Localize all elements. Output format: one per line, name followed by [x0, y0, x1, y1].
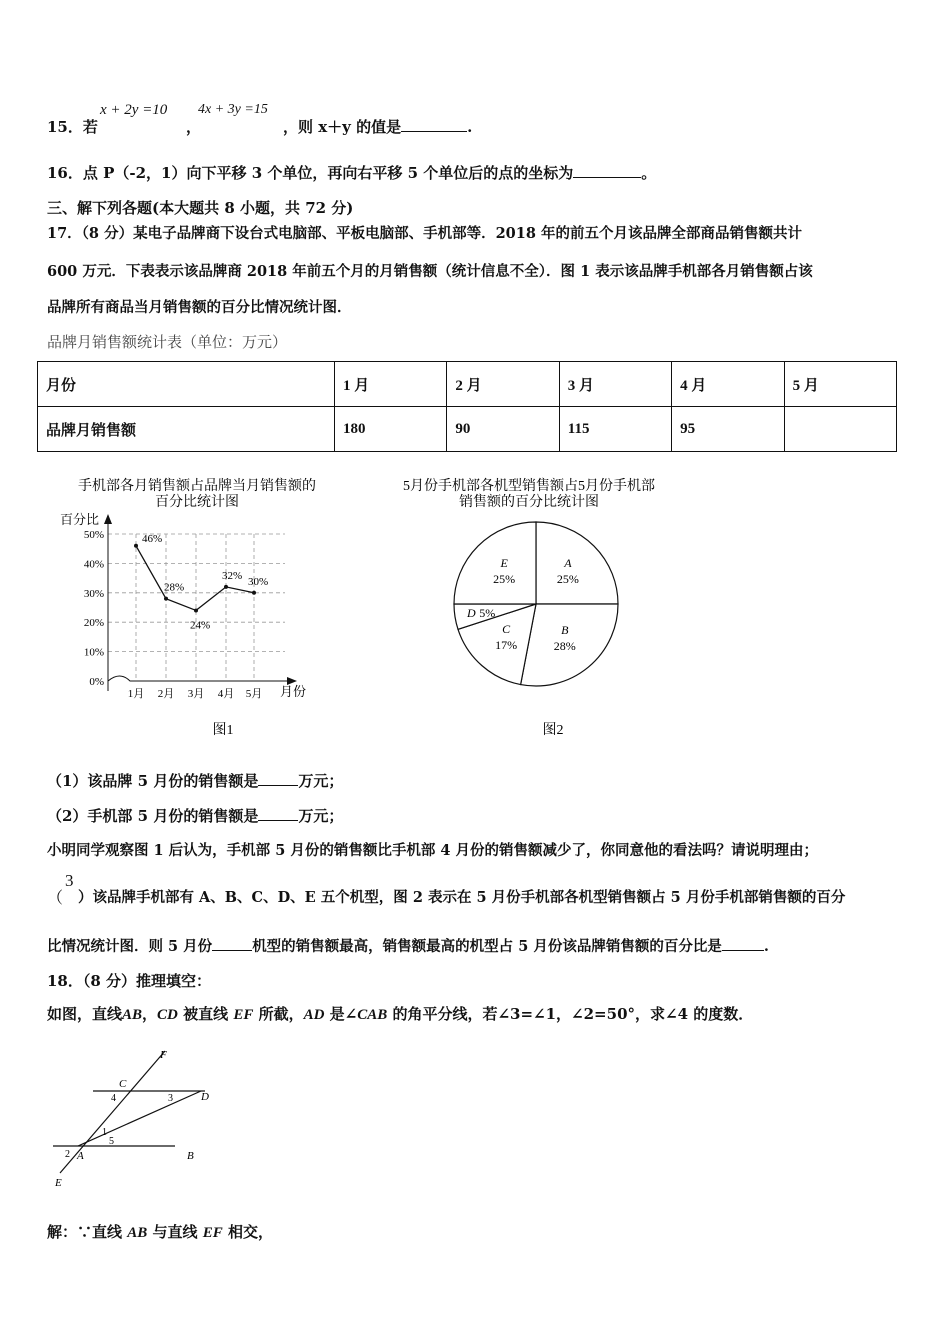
table-cell — [784, 407, 896, 452]
q18-ad: AD — [303, 1007, 325, 1023]
chart2-title-line-2: 销售额的百分比统计图 — [459, 495, 599, 510]
slice-percent: 25% — [556, 572, 579, 587]
table-cell: 90 — [447, 407, 559, 452]
q18-statement — [47, 1003, 753, 1024]
label-c: C — [119, 1078, 127, 1090]
table-caption: 品牌月销售额统计表（单位：万元） — [47, 333, 288, 351]
label-b: B — [187, 1150, 194, 1162]
table-cell: 115 — [559, 407, 671, 452]
table-cell: 180 — [335, 407, 447, 452]
chart1-title-line-1: 手机部各月销售额占品牌当月销售额的 — [78, 479, 316, 494]
table-cell: 3 月 — [559, 362, 671, 407]
q18-cd: CD — [157, 1007, 178, 1023]
q16-answer-blank[interactable] — [573, 177, 641, 178]
label-a: A — [77, 1150, 84, 1162]
slice-percent: 17% — [495, 637, 518, 652]
slice-label: D — [466, 605, 476, 620]
slice-label: C — [502, 621, 511, 636]
sales-table — [37, 361, 897, 452]
chart1-caption: 图1 — [212, 723, 234, 738]
table-cell: 2 月 — [447, 362, 559, 407]
y-tick-label: 50% — [83, 529, 104, 541]
q15-equation-1: x + 2y =10 — [100, 102, 168, 118]
q18-text: ， — [142, 1005, 158, 1023]
data-point — [194, 608, 198, 612]
solution-text: 与直线 — [147, 1223, 203, 1241]
data-point — [252, 591, 256, 595]
sub3-text-b: 机型的销售额最高，销售额最高的机型占 5 月份该品牌销售额的百分比是 — [252, 938, 722, 955]
sub2-text: （2）手机部 5 月份的销售额是 — [47, 807, 259, 825]
q18-text: 是∠ — [324, 1005, 358, 1023]
angle-3-label: 3 — [168, 1093, 173, 1104]
slice-label: E — [500, 556, 508, 571]
sub3-line-2 — [47, 935, 769, 956]
q18-text: 如图，直线 — [47, 1005, 123, 1023]
y-tick-label: 0% — [89, 676, 104, 688]
q16-line — [47, 162, 656, 183]
slice-percent: 5% — [479, 605, 496, 620]
data-label: 32% — [222, 569, 243, 582]
table-cell: 月份 — [38, 362, 335, 407]
section-heading: 三、解下列各题(本大题共 8 小题，共 72 分) — [47, 199, 354, 217]
sub1-unit: 万元； — [298, 772, 344, 790]
table-cell: 5 月 — [784, 362, 896, 407]
data-label: 30% — [248, 575, 269, 588]
q16-text: 16．点 P（-2，1）向下平移 3 个单位，再向右平移 5 个单位后的点的坐标为 — [47, 164, 574, 182]
sub1-text: （1）该品牌 5 月份的销售额是 — [47, 772, 259, 790]
q15-answer-blank[interactable] — [401, 131, 467, 132]
data-label: 24% — [190, 619, 211, 632]
y-tick-label: 30% — [83, 587, 104, 600]
slice-label: B — [561, 622, 569, 637]
sub3-number: 3 — [65, 871, 74, 890]
solution-start — [47, 1221, 273, 1242]
data-point — [134, 544, 138, 548]
sub3-end: . — [763, 938, 769, 955]
solution-text: 解：∵直线 — [47, 1223, 128, 1241]
x-tick-label: 3月 — [187, 688, 205, 700]
q15-tail — [283, 116, 472, 137]
data-label: 46% — [142, 532, 163, 545]
data-point — [164, 597, 168, 601]
solution-ab: AB — [127, 1225, 148, 1241]
q18-ab: AB — [122, 1007, 143, 1023]
label-f: F — [160, 1049, 167, 1061]
q17-line-2: 600 万元．下表表示该品牌商 2018 年前五个月的月销售额（统计信息不全）．图 1 表示该品牌手机部各月销售额占该 — [47, 263, 813, 280]
q18-text: 被直线 — [177, 1005, 234, 1023]
x-tick-label: 2月 — [157, 688, 175, 700]
angle-2-label: 2 — [65, 1149, 70, 1160]
chart1-x-axis-label: 月份 — [280, 684, 307, 699]
q15-separator: ， — [186, 118, 202, 136]
q18-cab: CAB — [357, 1007, 388, 1023]
slice-percent: 28% — [553, 638, 576, 653]
q18-text: 的角平分线，若∠3=∠1，∠2=50°，求∠4 的度数． — [387, 1005, 754, 1023]
q15-equation-2: 4x + 3y =15 — [198, 102, 268, 117]
y-tick-label: 40% — [83, 558, 104, 571]
slice-percent: 25% — [493, 572, 516, 587]
sub2-unit: 万元； — [298, 807, 344, 825]
sub3-answer-blank-1[interactable] — [212, 950, 252, 951]
line-ef — [60, 1051, 165, 1173]
sub-question-2 — [47, 805, 343, 826]
x-tick-label: 4月 — [217, 688, 235, 700]
x-tick-label: 5月 — [245, 688, 263, 700]
chart2-caption: 图2 — [542, 723, 564, 738]
angle-4-label: 4 — [111, 1093, 116, 1104]
slice-label: A — [564, 556, 572, 571]
solution-ef: EF — [202, 1225, 223, 1241]
y-tick-label: 10% — [83, 646, 104, 659]
chart1-y-axis-label: 百分比 — [60, 512, 100, 527]
q18-text: 所截， — [253, 1005, 304, 1023]
sub-question-1 — [47, 770, 343, 791]
q17-line-1: 17．（8 分）某电子品牌商下设台式电脑部、平板电脑部、手机部等．2018 年的前五个月该品牌全部商品销售额共计 — [47, 225, 802, 242]
q15-question-text: ，则 x＋y 的值是 — [283, 118, 402, 136]
geometry-figure — [45, 1045, 220, 1195]
sub3-line-1: ）该品牌手机部有 A、B、C、D、E 五个机型，图 2 表示在 5 月份手机部各机型销售额占 5 月份手机部销售额的百分 — [78, 889, 846, 906]
angle-5-label: 5 — [109, 1136, 114, 1147]
table-cell: 品牌月销售额 — [38, 407, 335, 452]
chart2-title-line-1: 5月份手机部各机型销售额占5月份手机部 — [403, 479, 655, 494]
sub1-answer-blank[interactable] — [258, 785, 298, 786]
pie-slice — [536, 522, 618, 604]
chart1-title-line-2: 百分比统计图 — [155, 495, 239, 510]
q15-number: 15．若 — [47, 118, 98, 136]
label-d: D — [201, 1091, 209, 1103]
q18-title: 18．（8 分）推理填空： — [47, 972, 212, 990]
sub3-open-paren: （ — [47, 888, 64, 907]
q16-end: 。 — [641, 164, 657, 182]
label-e: E — [55, 1177, 62, 1189]
q15-line — [47, 116, 98, 137]
sub3-text-a: 比情况统计图．则 5 月份 — [47, 938, 213, 955]
angle-1-label: 1 — [102, 1127, 107, 1138]
y-axis-arrow — [104, 514, 112, 524]
q15-end: . — [467, 118, 473, 136]
pie-slice — [454, 522, 536, 604]
table-row — [38, 407, 897, 452]
line-chart — [40, 472, 360, 747]
table-cell: 95 — [672, 407, 784, 452]
q18-ef: EF — [233, 1007, 254, 1023]
data-label: 28% — [164, 581, 185, 594]
line-ad — [78, 1091, 201, 1146]
sub2-answer-blank[interactable] — [258, 820, 298, 821]
sub3-answer-blank-2[interactable] — [722, 950, 764, 951]
pie-chart — [370, 472, 700, 747]
table-cell: 4 月 — [672, 362, 784, 407]
y-tick-label: 20% — [83, 617, 104, 630]
data-point — [224, 585, 228, 589]
table-cell: 1 月 — [335, 362, 447, 407]
table-header-row — [38, 362, 897, 407]
xiaoming-question: 小明同学观察图 1 后认为，手机部 5 月份的销售额比手机部 4 月份的销售额减少了，你同意他的看法吗？请说明理由； — [47, 842, 819, 859]
x-tick-label: 1月 — [127, 688, 145, 700]
q17-line-3: 品牌所有商品当月销售额的百分比情况统计图． — [47, 299, 352, 316]
solution-text: 相交， — [222, 1223, 273, 1241]
